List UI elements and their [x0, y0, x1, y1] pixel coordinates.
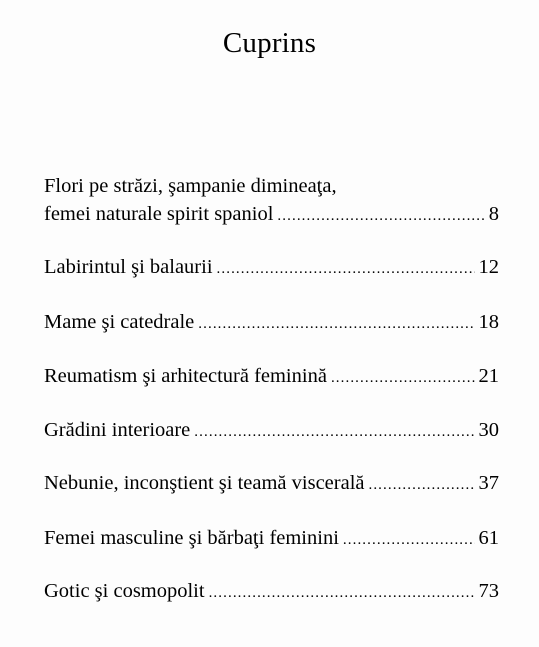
- toc-entry: [44, 577, 499, 607]
- toc-page-number: 21: [478, 365, 499, 387]
- toc-entry: [44, 308, 499, 338]
- toc-entry: [44, 172, 499, 230]
- toc-entry-title: Grădini interioare: [44, 419, 191, 441]
- toc-entry-line: [44, 524, 499, 554]
- dot-leader: [209, 579, 475, 607]
- toc-entry-line: [44, 469, 499, 499]
- toc-entry-title-line-2: femei naturale spirit spaniol: [44, 203, 274, 225]
- toc-entry-title: Labirintul şi balaurii: [44, 256, 213, 278]
- page-title: Cuprins: [222, 27, 317, 59]
- dot-leader: [217, 255, 475, 283]
- toc-entry-title: Mame şi catedrale: [44, 311, 195, 333]
- toc-entry-line: [44, 253, 499, 283]
- toc-page-number: 73: [478, 580, 499, 602]
- toc-page-number: 8: [488, 203, 499, 225]
- toc-entry-title: Nebunie, inconştient şi teamă viscerală: [44, 472, 365, 494]
- dot-leader: [194, 418, 474, 446]
- toc-entry-line: [44, 577, 499, 607]
- toc-page-number: 30: [478, 419, 499, 441]
- toc-page-number: 12: [478, 256, 499, 278]
- toc-entry-title: Gotic şi cosmopolit: [44, 580, 205, 602]
- toc-page-number: 18: [478, 311, 499, 333]
- toc-entry: [44, 416, 499, 446]
- toc-entry-title: Reumatism şi arhitectură feminină: [44, 365, 327, 387]
- toc-entry-title: Femei masculine şi bărbaţi feminini: [44, 527, 339, 549]
- toc-entry: [44, 253, 499, 283]
- dot-leader: [331, 364, 475, 392]
- toc-page-number: 37: [478, 472, 499, 494]
- dot-leader: [277, 202, 484, 230]
- toc-entry: [44, 469, 499, 499]
- toc-page-number: 61: [478, 527, 499, 549]
- toc-entry: [44, 524, 499, 554]
- dot-leader: [198, 310, 474, 338]
- toc-entry-line: [44, 308, 499, 338]
- toc-entry-line: [44, 200, 499, 230]
- toc-entry-title-line-1: Flori pe străzi, şampanie dimineaţa,: [44, 175, 337, 197]
- toc-entry-line: [44, 172, 499, 200]
- toc-entry-line: [44, 416, 499, 446]
- dot-leader: [343, 526, 475, 554]
- dot-leader: [368, 471, 474, 499]
- toc-entry: [44, 362, 499, 392]
- toc-entry-line: [44, 362, 499, 392]
